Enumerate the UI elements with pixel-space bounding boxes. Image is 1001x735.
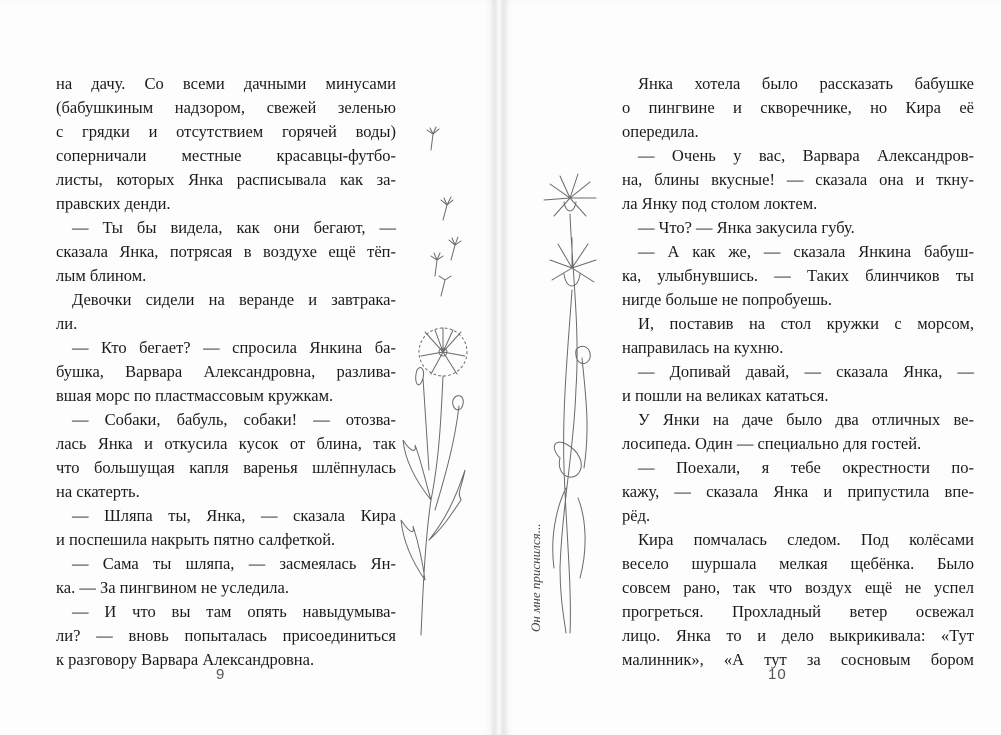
text-line: Янка хотела было рассказать бабушке [638, 74, 974, 93]
text-line: с грядки и отсутствием горячей воды) [56, 122, 396, 141]
text-line: и пошли на великах кататься. [622, 386, 829, 405]
text-line: — А как же, — сказала Янкина бабуш- [638, 242, 974, 261]
text-line: ла Янку под столом локтем. [622, 194, 818, 213]
text-line: опередила. [622, 122, 699, 141]
text-line: — Собаки, бабуль, собаки! — отозва- [72, 410, 396, 429]
text-line: лым блином. [56, 266, 147, 285]
text-line: Девочки сидели на веранде и завтрака- [72, 290, 396, 309]
text-line: совсем рано, так что воздух ещё не успел [622, 578, 974, 597]
page-number-left: 9 [216, 666, 226, 683]
dandelion-sketch-left [395, 120, 490, 640]
text-line: ка. — За пингвином не уследила. [56, 578, 289, 597]
text-line: листы, которых Янка расписывала как за- [56, 170, 396, 189]
text-line: ли? — вновь попыталась присоединиться [56, 626, 396, 645]
text-line: Кира помчалась следом. Под колёсами [638, 530, 974, 549]
text-line: направилась на кухню. [622, 338, 784, 357]
text-line: весело шуршала мелкая щебёнка. Было [622, 554, 974, 573]
text-line: прогреться. Прохладный ветер освежал [622, 602, 974, 621]
text-line: соперничали местные красавцы-футбо- [56, 146, 396, 165]
text-line: лась Янка и откусила кусок от блина, так [56, 434, 396, 453]
book-spine [494, 0, 504, 735]
text-line: — Ты бы видела, как они бегают, — [72, 218, 396, 237]
right-page-text [622, 72, 974, 672]
dandelion-flower-icon [544, 174, 596, 216]
vertical-caption: Он мне приснился... [528, 523, 543, 632]
text-line: о пингвине и скворечнике, но Кира её [622, 98, 974, 117]
text-line: — Очень у вас, Варвара Александров- [638, 146, 974, 165]
floating-seeds-icon [427, 127, 461, 296]
text-line: У Янки на даче было два отличных ве- [638, 410, 974, 429]
text-line: на дачу. Со всеми дачными минусами [56, 74, 396, 93]
text-line: — И что вы там опять навыдумыва- [72, 602, 396, 621]
dandelion-seedhead-icon [419, 328, 467, 376]
text-line: что большущая капля варенья шлёпнулась [56, 458, 396, 477]
text-line: — Шляпа ты, Янка, — сказала Кира [72, 506, 396, 525]
left-page-text [56, 72, 396, 672]
text-line: — Сама ты шляпа, — засмеялась Ян- [72, 554, 396, 573]
text-line: — Поехали, я тебе окрестности по- [638, 458, 974, 477]
text-line: — Допивай давай, — сказала Янка, — [638, 362, 974, 381]
text-line: — Что? — Янка закусила губу. [638, 218, 855, 237]
text-line: на скатерть. [56, 482, 140, 501]
text-line: на, блины вкусные! — сказала она и ткну- [622, 170, 974, 189]
text-line: — Кто бегает? — спросила Янкина ба- [72, 338, 396, 357]
text-line: к разговору Варвара Александровна. [56, 650, 315, 669]
text-line: нигде больше не попробуешь. [622, 290, 832, 309]
text-line: вшая морс по пластмассовым кружкам. [56, 386, 334, 405]
text-line: малинник», «А тут за сосновым бором [622, 650, 974, 669]
text-line: правских денди. [56, 194, 171, 213]
page-number-right: 10 [768, 666, 787, 683]
text-line: сказала Янка, потрясая в воздухе ещё тёп- [56, 242, 396, 261]
text-line: лосипеда. Один — специально для гостей. [622, 434, 922, 453]
text-line: ли. [56, 314, 78, 333]
text-line: ка, улыбнувшись. — Таких блинчиков ты [622, 266, 974, 285]
text-line: лицо. Янка то и дело выкрикивала: «Тут [622, 626, 974, 645]
text-line: бушка, Варвара Александровна, разлива- [56, 362, 396, 381]
text-line: кажу, — сказала Янка и припустила впе- [622, 482, 974, 501]
text-line: рёд. [622, 506, 651, 525]
text-line: И, поставив на стол кружки с морсом, [638, 314, 974, 333]
text-line: и поспешила накрыть пятно салфеткой. [56, 530, 336, 549]
text-line: (бабушкиным надзором, свежей зеленью [56, 98, 396, 117]
